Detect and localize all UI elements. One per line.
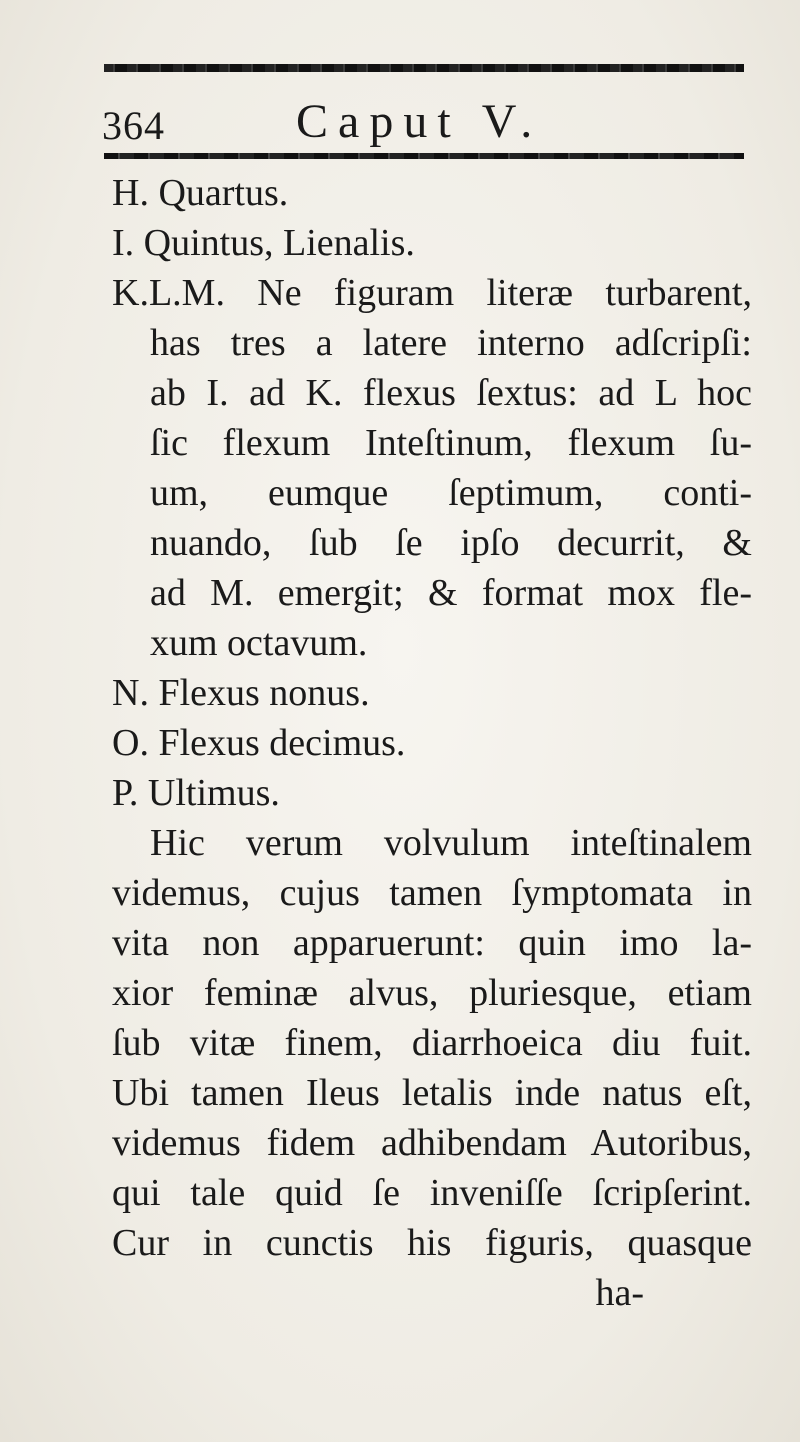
text-line: ſic flexum Inteſtinum, flexum ſu- [150,422,752,464]
text-line: H. Quartus. [112,172,289,214]
text-line: O. Flexus decimus. [112,722,406,764]
text-line: videmus fidem adhibendam Autoribus, [112,1122,752,1164]
text-line: um, eumque ſeptimum, conti- [150,472,752,514]
body-text [112,168,752,1318]
text-line: ad M. emergit; & format mox fle- [150,572,752,614]
page-number: 364 [102,103,165,148]
text-line: Cur in cunctis his figuris, quasque [112,1222,752,1264]
text-line: vita non apparuerunt: quin imo la- [112,922,752,964]
text-line: I. Quintus, Lienalis. [112,222,415,264]
text-line: Hic verum volvulum inteſtinalem [150,822,752,864]
text-line: xum octavum. [150,622,368,664]
running-head: Caput V. [296,95,543,148]
text-line: nuando, ſub ſe ipſo decurrit, & [150,522,752,564]
text-line: Ubi tamen Ileus letalis inde natus eſt, [112,1072,752,1114]
text-line: ſub vitæ finem, diarrhoeica diu fuit. [112,1022,752,1064]
text-line: ab I. ad K. flexus ſextus: ad L hoc [150,372,752,414]
text-line: xior feminæ alvus, pluriesque, etiam [112,972,752,1014]
text-line: K.L.M. Ne figuram literæ turbarent, [112,272,752,314]
header-rule-bottom [104,153,744,159]
text-line: videmus, cujus tamen ſymptomata in [112,872,752,914]
text-line: qui tale quid ſe inveniſſe ſcripſerint. [112,1172,752,1214]
header-rule-top [104,64,744,72]
catchword: ha- [595,1272,644,1314]
text-line: N. Flexus nonus. [112,672,370,714]
text-line: P. Ultimus. [112,772,280,814]
text-line: has tres a latere interno adſcripſi: [150,322,752,364]
